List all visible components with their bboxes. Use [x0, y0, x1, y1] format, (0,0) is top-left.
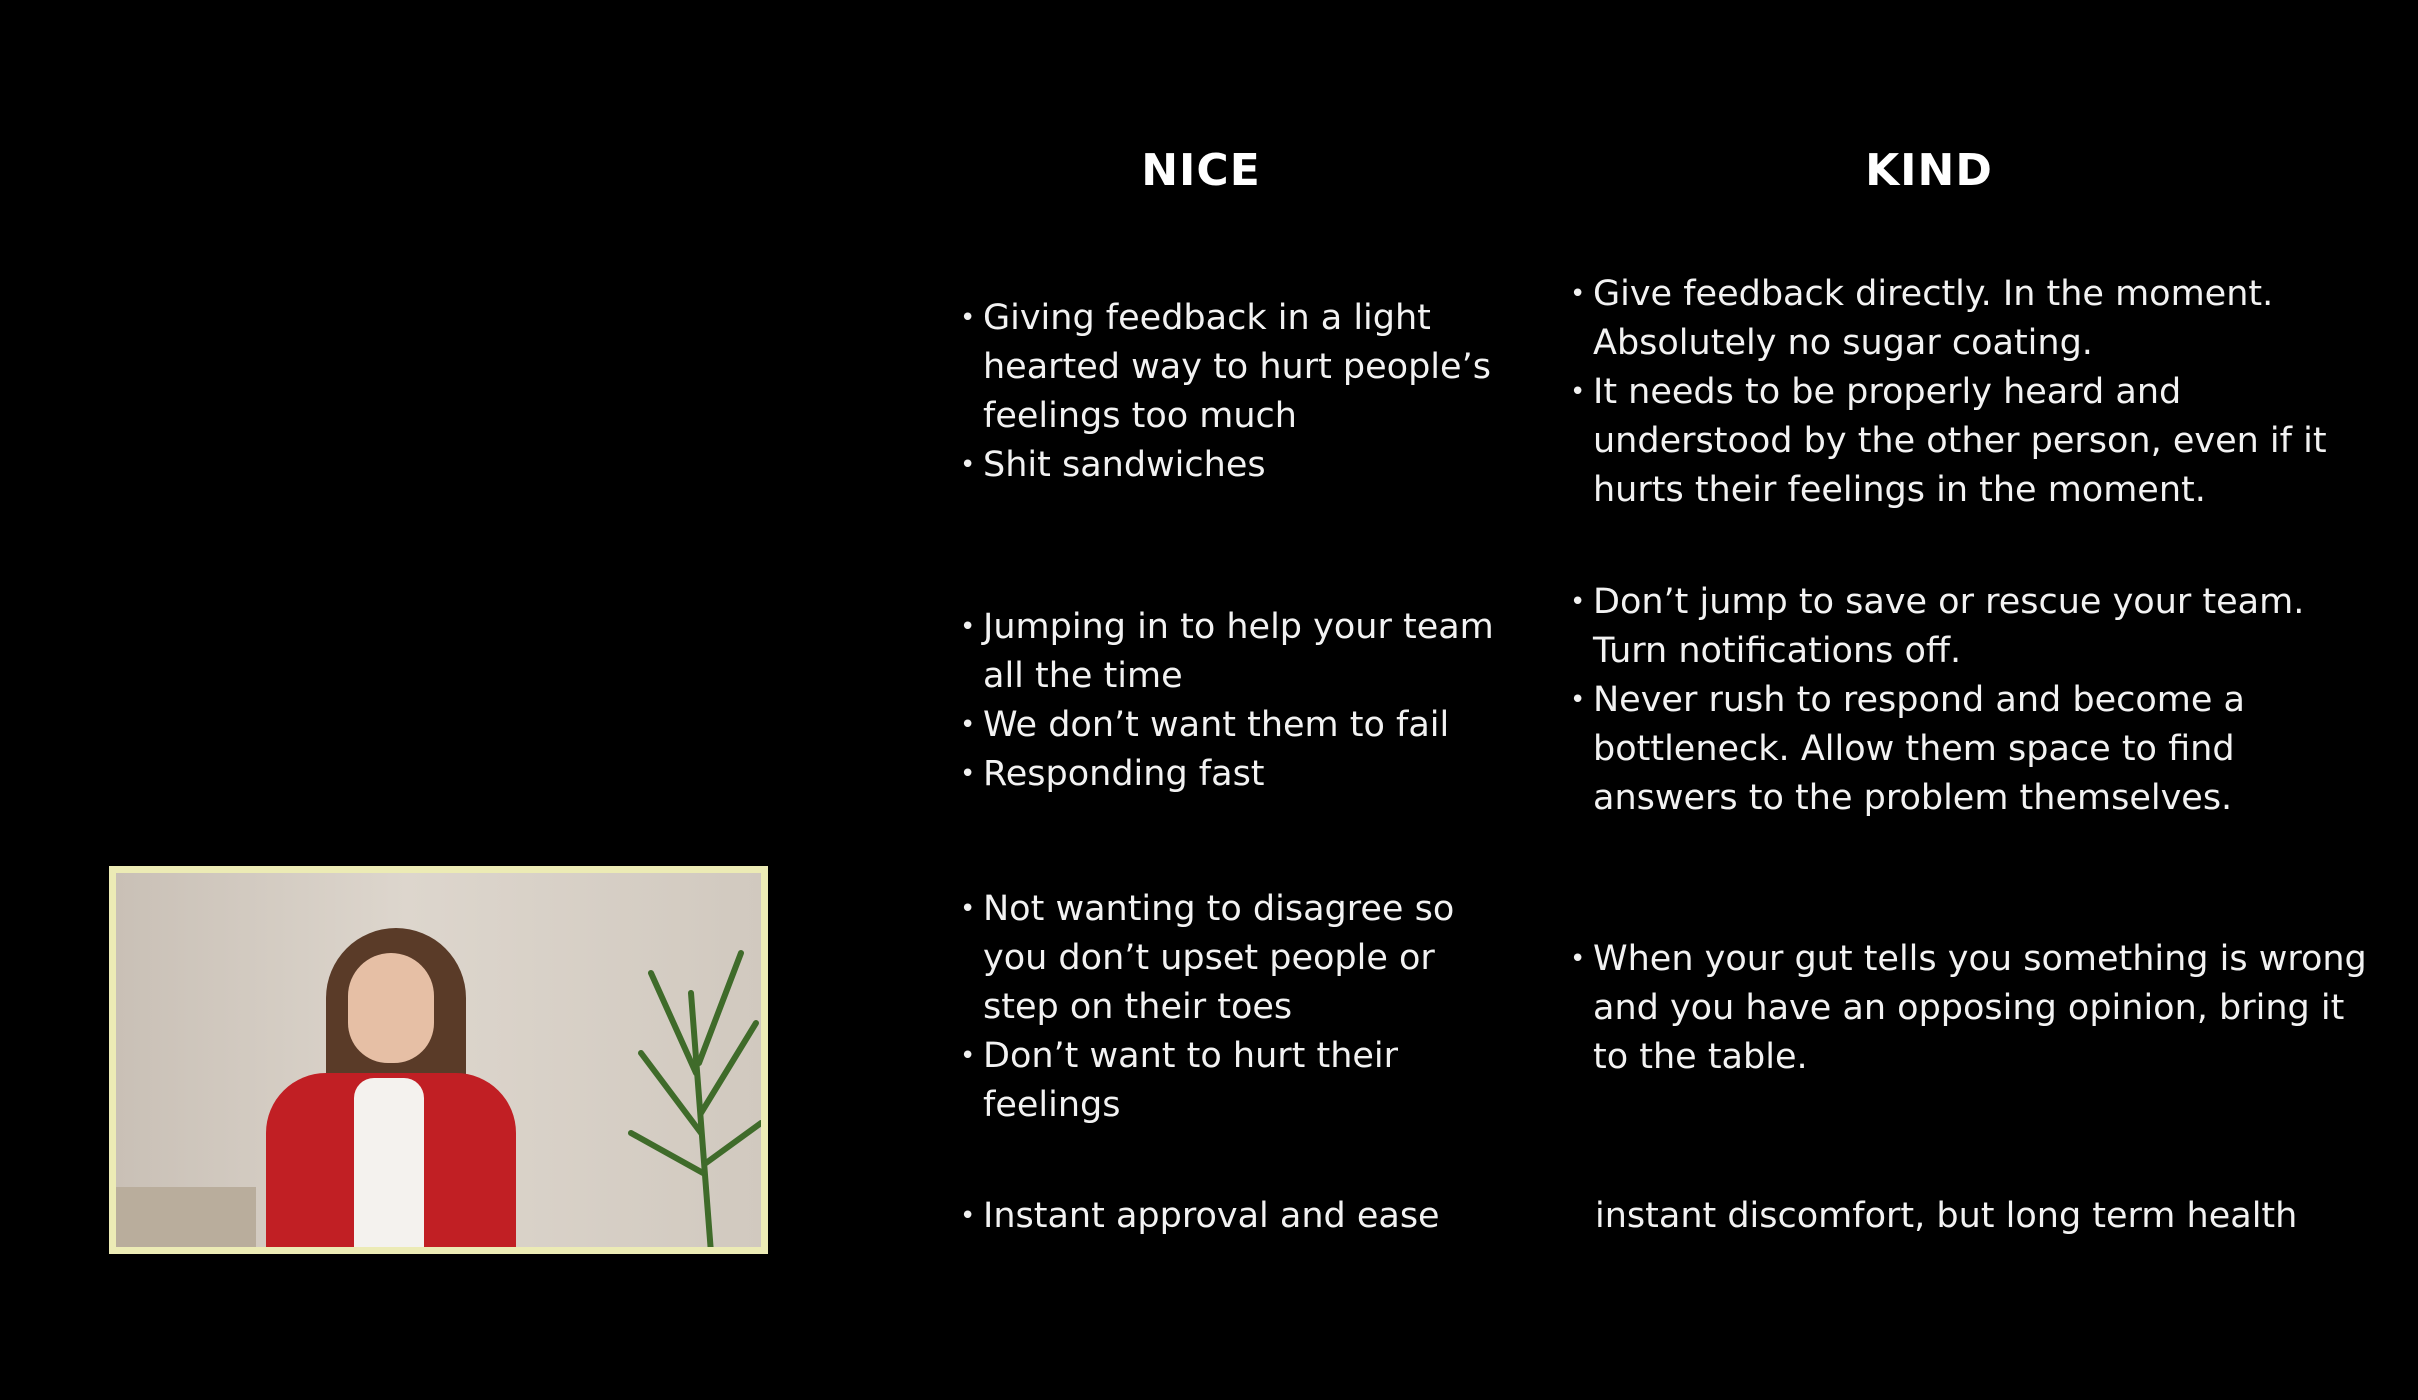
nice-bullet: • Instant approval and ease	[960, 1192, 1500, 1241]
nice-bullet: • Don’t want to hurt their feelings	[960, 1032, 1500, 1130]
kind-heading: KIND	[1865, 145, 1993, 196]
nice-bullet: • Giving feedback in a light hearted way to hurt people’s feelings too much	[960, 294, 1500, 441]
nice-bullet: • Jumping in to help your team all the time	[960, 603, 1500, 701]
nice-bullet: • Shit sandwiches	[960, 441, 1500, 490]
nice-group-4	[960, 1192, 1500, 1241]
nice-group-1	[960, 294, 1500, 490]
nice-bullet: • We don’t want them to fail	[960, 701, 1500, 750]
kind-bullet: • It needs to be properly heard and understood by the other person, even if it hurts their feelings in the moment.	[1570, 368, 2370, 515]
kind-group-2	[1570, 578, 2370, 823]
nice-bullet: • Responding fast	[960, 750, 1500, 799]
presenter-video	[109, 866, 768, 1254]
nice-heading: NICE	[1141, 145, 1261, 196]
kind-bullet: • Don’t jump to save or rescue your team. Turn notifications off.	[1570, 578, 2370, 676]
plant-illustration	[621, 933, 761, 1253]
presenter-face	[348, 953, 434, 1063]
nice-bullet: • Not wanting to disagree so you don’t upset people or step on their toes	[960, 885, 1500, 1032]
presenter-shirt	[354, 1078, 424, 1254]
nice-group-2	[960, 603, 1500, 799]
video-shelf	[116, 1187, 256, 1247]
kind-bullet: • Give feedback directly. In the moment. Absolutely no sugar coating.	[1570, 270, 2370, 368]
kind-bullet: • When your gut tells you something is wrong and you have an opposing opinion, bring it to the table.	[1570, 935, 2370, 1082]
kind-bullet: • Never rush to respond and become a bottleneck. Allow them space to find answers to the problem themselves.	[1570, 676, 2370, 823]
kind-group-1	[1570, 270, 2370, 515]
kind-summary: instant discomfort, but long term health	[1595, 1196, 2298, 1236]
kind-group-3	[1570, 935, 2370, 1082]
nice-group-3	[960, 885, 1500, 1130]
